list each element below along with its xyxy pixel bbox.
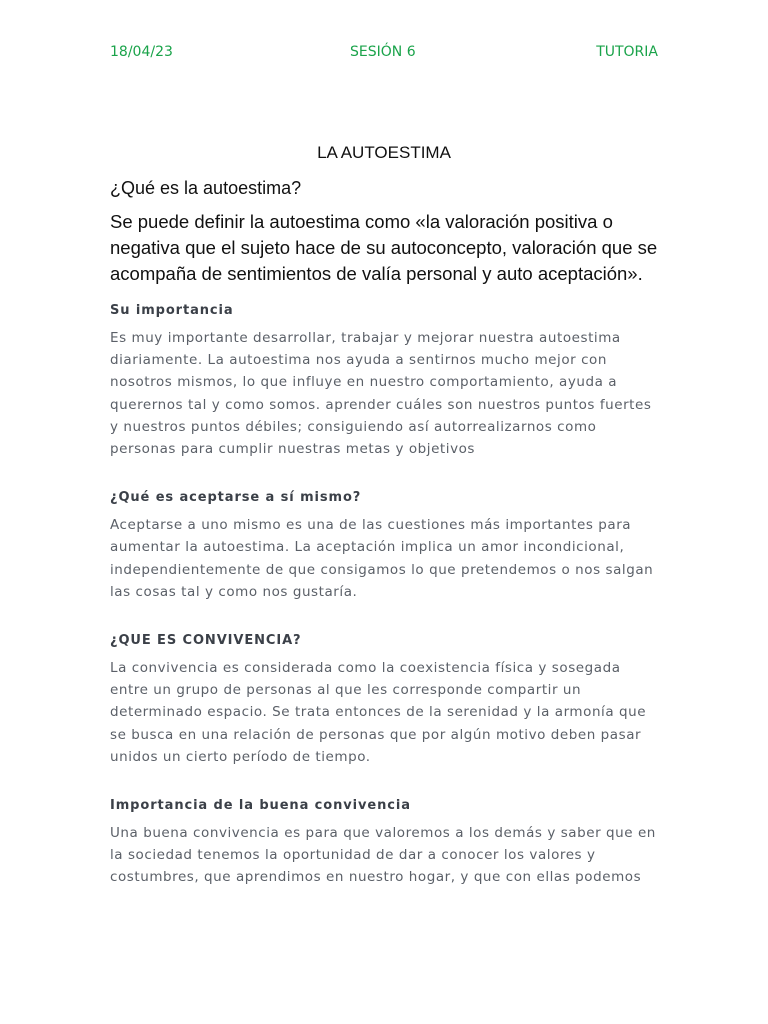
header-date: 18/04/23 (110, 44, 173, 60)
page-header (110, 44, 658, 66)
section-text-buena-convivencia: Una buena convivencia es para que valoremos a los demás y saber que en la sociedad tenemos la oportunidad de dar a conocer los valores y costumbres, que aprendimos en nuestro hogar, y que con ellas podemos (110, 825, 656, 886)
section-heading-buena-convivencia: Importancia de la buena convivencia (110, 798, 411, 814)
header-label: TUTORIA (596, 44, 658, 60)
section-heading-importancia: Su importancia (110, 303, 234, 318)
section-text-importancia: Es muy importante desarrollar, trabajar y mejorar nuestra autoestima diariamente. La autoestima nos ayuda a sentirnos mucho mejor con nosotros mismos, lo que influye en nuestro comportamiento, ayuda a querernos tal y como somos. aprender cuáles son nuestros puntos fuertes y nuestros puntos débiles; consiguiendo así autorrealizarnos como personas para cumplir nuestras metas y objetivos (110, 330, 652, 458)
section-heading-aceptarse: ¿Qué es aceptarse a sí mismo? (110, 490, 362, 506)
header-session: SESIÓN 6 (350, 44, 416, 60)
definition-paragraph: Se puede definir la autoestima como «la valoración positiva o negativa que el sujeto hace de su autoconcepto, valoración que se acompaña de sentimientos de valía personal y auto aceptación». (110, 211, 658, 284)
document-title: LA AUTOESTIMA (317, 143, 451, 162)
question-heading: ¿Qué es la autoestima? (110, 178, 302, 198)
document-body (110, 141, 658, 889)
section-heading-convivencia: ¿QUE ES CONVIVENCIA? (110, 633, 302, 649)
section-text-convivencia: La convivencia es considerada como la coexistencia física y sosegada entre un grupo de personas al que les corresponde compartir un determinado espacio. Se trata entonces de la serenidad y la armonía que se busca en una relación de personas que por algún motivo deben pasar unidos un cierto período de tiempo. (110, 660, 647, 765)
section-text-aceptarse: Aceptarse a uno mismo es una de las cuestiones más importantes para aumentar la autoestima. La aceptación implica un amor incondicional, independientemente de que consigamos lo que pretendemos o nos salgan las cosas tal y como nos gustaría. (110, 517, 654, 600)
